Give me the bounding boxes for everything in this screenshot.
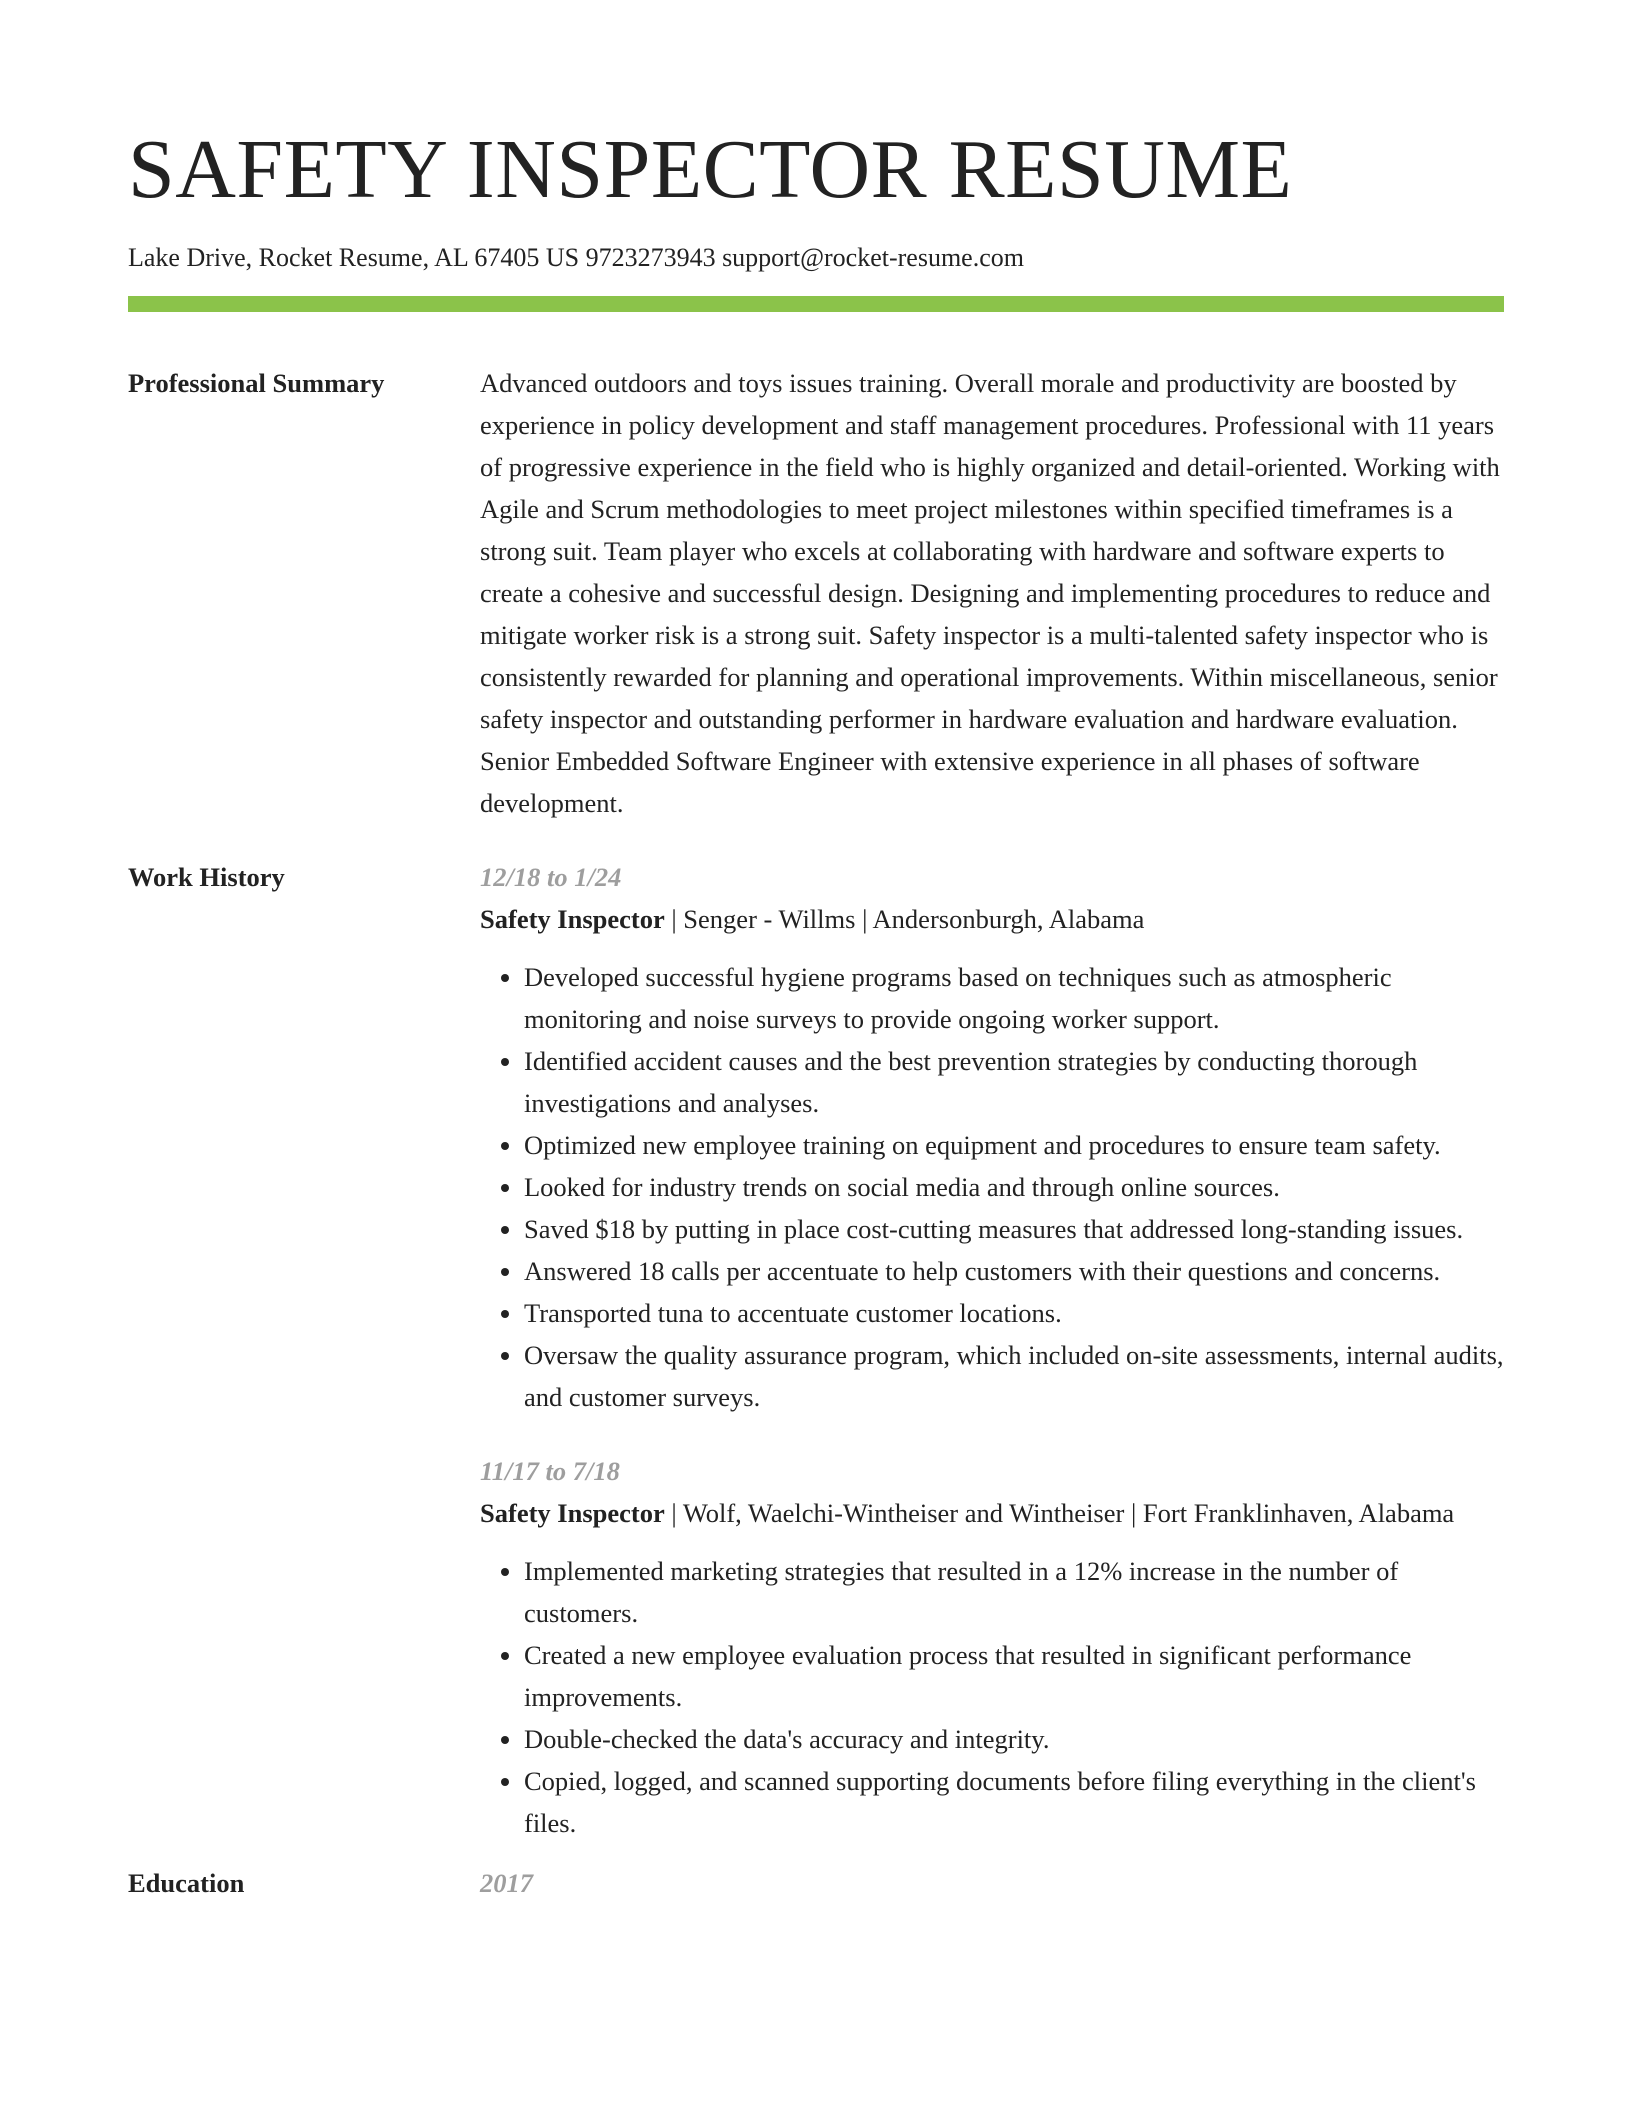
- job-dates: 11/17 to 7/18: [480, 1456, 620, 1486]
- job-entry: [480, 1450, 1504, 1844]
- resume-page: [128, 0, 1504, 1904]
- job-bullet: • Looked for industry trends on social media and through online sources.: [524, 1166, 1504, 1208]
- job-bullet: • Copied, logged, and scanned supporting documents before filing everything in the client's files.: [524, 1760, 1504, 1844]
- contact-info: Lake Drive, Rocket Resume, AL 67405 US 9723273943 support@rocket-resume.com: [128, 243, 1024, 272]
- job-bullets: [480, 1550, 1504, 1844]
- job-title: Safety Inspector: [480, 904, 665, 934]
- job-bullet: • Developed successful hygiene programs based on techniques such as atmospheric monitoring and noise surveys to provide ongoing worker support.: [524, 956, 1504, 1040]
- job-bullet: • Transported tuna to accentuate customer locations.: [524, 1292, 1504, 1334]
- job-bullets: [480, 956, 1504, 1418]
- job-bullet: • Answered 18 calls per accentuate to help customers with their questions and concerns.: [524, 1250, 1504, 1292]
- work-history-body: [480, 856, 1504, 1844]
- job-bullet: • Oversaw the quality assurance program, which included on-site assessments, internal audits, and customer surveys.: [524, 1334, 1504, 1418]
- summary-body: [480, 362, 1504, 824]
- page-title: SAFETY INSPECTOR RESUME: [128, 123, 1293, 216]
- job-details: | Wolf, Waelchi-Wintheiser and Wintheiser | Fort Franklinhaven, Alabama: [664, 1498, 1455, 1528]
- education-section: [128, 1862, 1504, 1904]
- job-bullet: • Implemented marketing strategies that resulted in a 12% increase in the number of customers.: [524, 1550, 1504, 1634]
- summary-text: Advanced outdoors and toys issues training. Overall morale and productivity are boosted by experience in policy development and staff management procedures. Professional with 11 years of progressive experience in the field who is highly organized and detail-oriented. Working with Agile and Scrum methodologies to meet project milestones within specified timeframes is a strong suit. Team player who excels at collaborating with hardware and software experts to create a cohesive and successful design. Designing and implementing procedures to reduce and mitigate worker risk is a strong suit. Safety inspector is a multi-talented safety inspector who is consistently rewarded for planning and operational improvements. Within miscellaneous, senior safety inspector and outstanding performer in hardware evaluation and hardware evaluation. Senior Embedded Software Engineer with extensive experience in all phases of software development.: [480, 368, 1500, 818]
- section-label-education: Education: [128, 1868, 245, 1898]
- job-bullet: • Saved $18 by putting in place cost-cutting measures that addressed long-standing issues.: [524, 1208, 1504, 1250]
- job-bullet: • Identified accident causes and the best prevention strategies by conducting thorough investigations and analyses.: [524, 1040, 1504, 1124]
- education-body: [480, 1862, 1504, 1904]
- job-details: | Senger - Willms | Andersonburgh, Alabama: [664, 904, 1145, 934]
- work-history-section: [128, 856, 1504, 1844]
- job-title: Safety Inspector: [480, 1498, 665, 1528]
- professional-summary-section: [128, 362, 1504, 824]
- job-entry: [480, 856, 1504, 1418]
- job-dates: 12/18 to 1/24: [480, 862, 622, 892]
- accent-divider: [128, 296, 1504, 312]
- job-title-line: [480, 898, 1504, 940]
- education-year: 2017: [480, 1868, 533, 1898]
- job-bullet: • Optimized new employee training on equipment and procedures to ensure team safety.: [524, 1124, 1504, 1166]
- section-label-work-history: Work History: [128, 862, 285, 892]
- section-label-summary: Professional Summary: [128, 368, 385, 398]
- job-bullet: • Double-checked the data's accuracy and integrity.: [524, 1718, 1504, 1760]
- job-bullet: • Created a new employee evaluation process that resulted in significant performance improvements.: [524, 1634, 1504, 1718]
- job-title-line: [480, 1492, 1504, 1534]
